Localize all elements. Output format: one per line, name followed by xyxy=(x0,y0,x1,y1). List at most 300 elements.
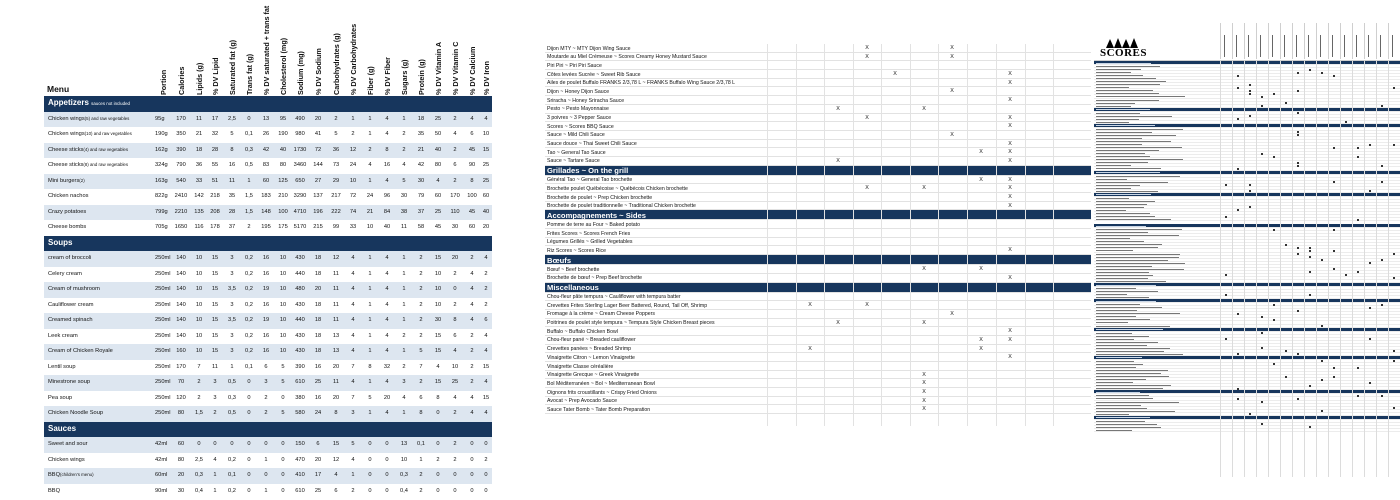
nutrition-value: 40 xyxy=(482,208,490,215)
nutrition-value: 2 xyxy=(213,410,217,416)
nutrition-value: 10 xyxy=(434,270,442,277)
allergen-mark: X xyxy=(808,345,812,352)
nutrition-value: 120 xyxy=(176,394,186,401)
thumbnail-row-text xyxy=(1096,322,1128,323)
nutrition-value: 15 xyxy=(211,317,219,323)
nutrition-value: 25 xyxy=(314,487,322,494)
thumbnail-row-text xyxy=(1096,132,1152,133)
thumbnail-row-text xyxy=(1096,87,1129,88)
thumbnail-row-text xyxy=(1096,405,1141,406)
nutrition-value: 4 xyxy=(385,255,389,261)
thumbnail-column-header xyxy=(1280,23,1292,59)
thumbnail-row-text xyxy=(1096,269,1184,270)
nutrition-column-header xyxy=(191,3,207,95)
column-header-label: Fiber (g) xyxy=(366,66,375,95)
nutrition-value: 490 xyxy=(295,115,305,122)
nutrition-value: 4 xyxy=(402,394,406,401)
nutrition-value: 0,4 xyxy=(195,487,203,494)
nutrition-value: 4 xyxy=(484,379,488,385)
thumbnail-column-header xyxy=(1268,23,1280,59)
nutrition-value: 8 xyxy=(368,363,372,370)
thumbnail-row-text xyxy=(1096,84,1160,85)
nutrition-column-header xyxy=(224,3,240,95)
nutrition-value: 16 xyxy=(262,301,270,308)
nutrition-value: 0,2 xyxy=(245,270,253,277)
allergen-mark: X xyxy=(1008,202,1012,209)
nutrition-value: 140 xyxy=(176,270,186,277)
thumbnail-row-text xyxy=(1096,93,1159,94)
nutrition-value: 10 xyxy=(279,348,287,354)
allergen-section-header xyxy=(545,255,1091,265)
nutrition-value: 210 xyxy=(278,193,288,199)
nutrition-value: 1 xyxy=(264,487,268,494)
nutrition-value: 10 xyxy=(195,348,203,354)
allergen-mark: X xyxy=(950,53,954,60)
allergen-item-label: Brochette de poulet traditionnelle ~ Traditional Chicken brochette xyxy=(547,203,696,210)
column-header-label: Carbohydrates (g) xyxy=(332,33,341,95)
nutrition-value: 0 xyxy=(264,472,268,478)
nutrition-value: 1 xyxy=(368,348,372,354)
nutrition-value: 10 xyxy=(279,255,287,261)
nutrition-value: 60 xyxy=(434,193,442,199)
allergen-item-label: Sauce ~ Tartare Sauce xyxy=(547,158,600,165)
menu-item-label: BBQ xyxy=(48,472,61,478)
nutrition-row xyxy=(44,468,492,484)
nutrition-row xyxy=(44,437,492,453)
allergen-mark: X xyxy=(922,406,926,413)
nutrition-value: 18 xyxy=(314,270,322,277)
nutrition-value: 8 xyxy=(334,410,338,416)
nutrition-value: 17 xyxy=(211,115,219,122)
nutrition-value: 2410 xyxy=(174,193,188,199)
column-header-label: Trans fat (g) xyxy=(245,53,254,95)
nutrition-value: 0 xyxy=(453,487,457,494)
nutrition-value: 2 xyxy=(453,115,457,122)
nutrition-value: 0 xyxy=(470,472,474,478)
menu-item-label: Pea soup xyxy=(48,394,73,401)
thumbnail-row-text xyxy=(1096,119,1139,120)
allergen-row xyxy=(545,405,1091,414)
nutrition-value: 0 xyxy=(484,441,488,447)
thumbnail-row-text xyxy=(1096,185,1140,186)
allergen-item-label: Bœuf ~ Beef brochette xyxy=(547,266,600,273)
nutrition-value: 0 xyxy=(436,441,440,447)
thumbnail-column-divider xyxy=(1292,61,1293,477)
thumbnail-row-text xyxy=(1096,398,1153,399)
nutrition-value: 0,3 xyxy=(245,146,253,153)
nutrition-row xyxy=(44,143,492,159)
menu-item-label: Cream of Chicken Royale xyxy=(48,348,113,354)
nutrition-value: 20 xyxy=(332,394,340,401)
nutrition-value: 2 xyxy=(197,394,201,401)
nutrition-column-header xyxy=(173,3,189,95)
nutrition-value: 163g xyxy=(155,177,168,184)
nutrition-value: 5 xyxy=(368,394,372,401)
nutrition-row xyxy=(44,391,492,407)
allergen-item-label: Tao ~ General Tao Sauce xyxy=(547,149,606,156)
nutrition-value: 0 xyxy=(436,472,440,478)
thumbnail-row-text xyxy=(1096,288,1136,289)
nutrition-value: 10 xyxy=(195,332,203,339)
thumbnail-column-header xyxy=(1304,23,1316,59)
menu-item-name xyxy=(48,317,93,323)
allergen-mark: X xyxy=(836,157,840,164)
thumbnail-header-text xyxy=(1392,35,1393,57)
nutrition-value: 4 xyxy=(484,410,488,416)
nutrition-value: 21 xyxy=(417,146,425,153)
nutrition-row xyxy=(44,205,492,221)
menu-item-subtitle: (children's menu) xyxy=(60,472,94,477)
nutrition-value: 183 xyxy=(261,193,271,199)
allergen-row xyxy=(545,202,1091,211)
thumbnail-column-divider xyxy=(1256,61,1257,477)
nutrition-value: 20 xyxy=(314,286,322,292)
nutrition-value: 15 xyxy=(211,286,219,292)
thumbnail-row-text xyxy=(1096,141,1171,142)
thumbnail-row-text xyxy=(1096,229,1182,230)
nutrition-value: 610 xyxy=(295,379,305,385)
nutrition-value: 4 xyxy=(470,410,474,416)
nutrition-value: 3 xyxy=(213,379,217,385)
nutrition-value: 15 xyxy=(211,270,219,277)
allergen-mark: X xyxy=(922,389,926,396)
thumbnail-row-text xyxy=(1096,194,1151,195)
nutrition-value: 190g xyxy=(155,131,168,137)
thumbnail-column-header xyxy=(1364,23,1376,59)
nutrition-row xyxy=(44,251,492,267)
nutrition-value: 1 xyxy=(213,472,217,478)
nutrition-value: 0,1 xyxy=(228,472,236,478)
column-header-label: % DV Iron xyxy=(482,61,491,95)
thumbnail-row-text xyxy=(1096,275,1153,276)
thumbnail-row-text xyxy=(1096,316,1136,317)
thumbnail-row-text xyxy=(1096,106,1131,107)
nutrition-row xyxy=(44,360,492,376)
nutrition-value: 250ml xyxy=(155,379,171,385)
nutrition-value: 4 xyxy=(402,162,406,168)
nutrition-value: 2 xyxy=(436,456,440,463)
allergen-row xyxy=(545,371,1091,380)
nutrition-value: 15 xyxy=(434,379,442,385)
grid-column-divider xyxy=(938,44,939,426)
nutrition-value: 250ml xyxy=(155,394,171,401)
thumbnail-column-header xyxy=(1292,23,1304,59)
thumbnail-row-text xyxy=(1096,188,1131,189)
nutrition-value: 10 xyxy=(279,317,287,323)
nutrition-value: 20 xyxy=(332,363,340,370)
nutrition-value: 390 xyxy=(295,363,305,370)
thumbnail-column-divider xyxy=(1376,61,1377,477)
nutrition-value: 222 xyxy=(331,208,341,215)
nutrition-value: 32 xyxy=(211,131,219,137)
thumbnail-header-text xyxy=(1284,35,1285,57)
nutrition-value: 5 xyxy=(281,363,285,370)
menu-item-name xyxy=(48,131,132,137)
nutrition-value: 15 xyxy=(482,394,490,401)
nutrition-value: 80 xyxy=(434,162,442,168)
nutrition-value: 0 xyxy=(281,487,285,494)
nutrition-value: 42 xyxy=(417,162,425,168)
nutrition-value: 6 xyxy=(484,317,488,323)
nutrition-value: 8 xyxy=(436,394,440,401)
nutrition-value: 18 xyxy=(314,332,322,339)
nutrition-value: 18 xyxy=(314,317,322,323)
nutrition-column-header xyxy=(241,3,257,95)
nutrition-value: 19 xyxy=(262,317,270,323)
allergen-section-header xyxy=(545,210,1091,220)
nutrition-value: 10 xyxy=(195,270,203,277)
thumbnail-row-text xyxy=(1096,179,1127,180)
nutrition-value: 410 xyxy=(295,472,305,478)
nutrition-value: 4 xyxy=(385,348,389,354)
allergen-mark: X xyxy=(865,302,869,309)
thumbnail-row-text xyxy=(1096,69,1141,70)
column-header-label: Lipids (g) xyxy=(195,62,204,95)
nutrition-value: 8 xyxy=(230,146,234,153)
nutrition-value: 4 xyxy=(484,332,488,339)
nutrition-value: 73 xyxy=(332,162,340,168)
nutrition-value: 150 xyxy=(295,441,305,447)
nutrition-value: 0 xyxy=(247,410,251,416)
nutrition-value: 4 xyxy=(334,472,338,478)
menu-item-name xyxy=(48,457,85,463)
nutrition-value: 7 xyxy=(351,394,355,401)
thumbnail-row-text xyxy=(1096,129,1183,130)
nutrition-value: 148 xyxy=(261,208,271,215)
nutrition-value: 2 xyxy=(484,301,488,308)
allergen-mark: X xyxy=(1008,157,1012,164)
nutrition-value: 2 xyxy=(197,379,201,385)
menu-item-name xyxy=(48,178,85,184)
nutrition-value: 0 xyxy=(197,441,201,447)
nutrition-value: 16 xyxy=(383,162,391,168)
nutrition-value: 650 xyxy=(295,177,305,184)
allergen-row xyxy=(545,336,1091,345)
allergen-row xyxy=(545,70,1091,79)
allergen-mark: X xyxy=(922,397,926,404)
menu-item-label: Cauliflower cream xyxy=(48,301,94,308)
allergen-row xyxy=(545,148,1091,157)
thumbnail-header-text xyxy=(1332,35,1333,57)
nutrition-value: 380 xyxy=(295,394,305,401)
allergen-row xyxy=(545,388,1091,397)
thumbnail-row-text xyxy=(1096,168,1161,169)
thumbnail-row xyxy=(1094,429,1400,432)
thumbnail-row-text xyxy=(1096,144,1142,145)
nutrition-column-header xyxy=(275,3,291,95)
thumbnail-row-text xyxy=(1096,198,1129,199)
thumbnail-row-text xyxy=(1096,159,1183,160)
allergen-mark: X xyxy=(865,45,869,51)
allergen-item-label: Fromage à la crème ~ Cream Cheese Poppers xyxy=(547,311,655,318)
nutrition-value: 18 xyxy=(417,115,425,122)
menu-column-label: Menu xyxy=(47,84,70,94)
nutrition-value: 16 xyxy=(262,348,270,354)
nutrition-value: 1 xyxy=(264,456,268,463)
allergen-item-label: Sauce Tater Bomb ~ Tater Bomb Preparation xyxy=(547,406,651,413)
nutrition-row xyxy=(44,220,492,236)
nutrition-value: 0,2 xyxy=(245,317,253,323)
nutrition-value: 60 xyxy=(262,177,270,184)
allergen-section-title: Miscellaneous xyxy=(547,283,599,292)
allergen-item-label: Sauce ~ Mild Chili Sauce xyxy=(547,132,605,139)
thumbnail-row-text xyxy=(1096,307,1162,308)
thumbnail-row-text xyxy=(1096,207,1144,208)
thumbnail-row-text xyxy=(1096,376,1169,377)
menu-item-label: Chicken wings xyxy=(48,131,85,137)
nutrition-value: 2 xyxy=(453,301,457,308)
nutrition-value: 0 xyxy=(470,456,474,463)
allergen-row xyxy=(545,345,1091,354)
nutrition-value: 4 xyxy=(351,456,355,463)
menu-item-label: Chicken wings xyxy=(48,456,85,463)
nutrition-value: 1 xyxy=(368,255,372,261)
nutrition-value: 25 xyxy=(482,177,490,184)
nutrition-value: 0 xyxy=(368,472,372,478)
thumbnail-row-text xyxy=(1096,313,1180,314)
nutrition-value: 0 xyxy=(470,487,474,494)
nutrition-value: 1 xyxy=(402,410,406,416)
nutrition-value: 13 xyxy=(332,348,340,354)
thumbnail-row xyxy=(1094,218,1400,221)
nutrition-value: 10 xyxy=(482,131,490,137)
thumbnail-column-header xyxy=(1316,23,1328,59)
allergen-item-label: 3 poivres ~ 3 Pepper Sauce xyxy=(547,115,612,121)
nutrition-value: 250ml xyxy=(155,301,171,308)
nutrition-value: 6 xyxy=(334,487,338,494)
allergen-row xyxy=(545,176,1091,185)
nutrition-value: 250ml xyxy=(155,348,171,354)
nutrition-value: 0,3 xyxy=(195,472,203,478)
allergen-mark: X xyxy=(1008,247,1012,254)
nutrition-value: 1 xyxy=(368,301,372,308)
allergen-row xyxy=(545,327,1091,336)
nutrition-value: 430 xyxy=(295,255,305,261)
grid-column-divider xyxy=(824,44,825,426)
nutrition-value: 250ml xyxy=(155,410,171,416)
nutrition-value: 15 xyxy=(211,301,219,308)
allergen-item-label: Poitrines de poulet style tempura ~ Tempura Style Chicken Breast pieces xyxy=(547,320,715,327)
nutrition-value: 2 xyxy=(419,301,423,308)
nutrition-value: 15 xyxy=(434,332,442,339)
nutrition-value: 6 xyxy=(470,131,474,137)
thumbnail-row-text xyxy=(1096,272,1149,273)
nutrition-value: 20 xyxy=(314,456,322,463)
thumbnail-row-text xyxy=(1096,150,1159,151)
allergen-mark: X xyxy=(979,336,983,343)
allergen-row xyxy=(545,44,1091,53)
menu-item-name xyxy=(48,410,103,416)
nutrition-value: 2 xyxy=(484,286,488,292)
allergen-row xyxy=(545,61,1091,70)
nutrition-value: 25 xyxy=(434,115,442,122)
allergen-item-label: Côtes levées Sucrée ~ Sweet Rib Sauce xyxy=(547,71,641,78)
menu-item-name xyxy=(48,193,88,199)
thumbnail-row-text xyxy=(1096,226,1146,227)
allergen-row xyxy=(545,87,1091,96)
allergen-mark: X xyxy=(1008,176,1012,183)
nutrition-value: 1 xyxy=(351,115,355,122)
thumbnail-row-text xyxy=(1096,116,1172,117)
thumbnail-column-header xyxy=(1352,23,1364,59)
thumbnail-column-divider xyxy=(1364,61,1365,477)
nutrition-value: 45 xyxy=(434,224,442,230)
nutrition-column-header xyxy=(413,3,429,95)
nutrition-value: 0 xyxy=(385,441,389,447)
nutrition-value: 100 xyxy=(467,193,477,199)
allergen-mark: X xyxy=(922,266,926,273)
nutrition-value: 15 xyxy=(434,255,442,261)
allergen-mark: X xyxy=(1008,194,1012,200)
thumbnail-row-text xyxy=(1096,66,1160,67)
allergen-item-label: Bol Méditerranéen ~ Bol ~ Mediterranean Bowl xyxy=(547,380,655,387)
nutrition-value: 4 xyxy=(351,332,355,339)
allergen-mark: X xyxy=(893,71,897,78)
nutrition-value: 11 xyxy=(333,317,339,323)
nutrition-value: 4 xyxy=(470,394,474,401)
nutrition-value: 2 xyxy=(453,441,457,447)
thumbnail-row-text xyxy=(1096,361,1134,362)
nutrition-value: 4 xyxy=(470,115,474,122)
thumbnail-row-text xyxy=(1096,345,1147,346)
nutrition-value: 99 xyxy=(332,224,340,230)
nutrition-value: 0,3 xyxy=(228,394,236,401)
nutrition-value: 0 xyxy=(247,472,251,478)
nutrition-value: 0 xyxy=(247,441,251,447)
nutrition-value: 12 xyxy=(332,456,340,463)
allergen-mark: X xyxy=(836,319,840,326)
nutrition-value: 140 xyxy=(176,317,186,323)
menu-item-label: Sweet and sour xyxy=(48,441,88,447)
nutrition-value: 10 xyxy=(195,255,203,261)
nutrition-value: 3 xyxy=(230,332,234,339)
thumbnail-row-text xyxy=(1096,90,1153,91)
allergen-section-title: Grillades ~ On the grill xyxy=(547,166,629,176)
thumbnail-row-text xyxy=(1096,424,1157,425)
nutrition-value: 2210 xyxy=(174,208,188,215)
nutrition-value: 4 xyxy=(470,270,474,277)
nutrition-value: 2 xyxy=(419,255,423,261)
thumbnail-row-text xyxy=(1096,357,1142,358)
allergen-row xyxy=(545,246,1091,255)
nutrition-column-header xyxy=(155,3,171,95)
thumbnail-row-text xyxy=(1096,266,1152,267)
nutrition-row xyxy=(44,313,492,329)
nutrition-value: 55 xyxy=(211,162,219,168)
nutrition-value: 10 xyxy=(400,456,408,463)
nutrition-column-header xyxy=(258,3,274,95)
nutrition-value: 11 xyxy=(229,177,235,184)
allergen-mark: X xyxy=(865,185,869,192)
thumbnail-row-text xyxy=(1096,388,1163,389)
nutrition-value: 2 xyxy=(402,146,406,153)
nutrition-value: 79 xyxy=(417,193,425,199)
nutrition-value: 74 xyxy=(349,208,357,215)
nutrition-value: 37 xyxy=(228,224,236,230)
nutrition-value: 15 xyxy=(482,146,490,153)
nutrition-column-header xyxy=(396,3,412,95)
allergen-row xyxy=(545,229,1091,238)
allergen-mark: X xyxy=(950,131,954,138)
nutrition-value: 36 xyxy=(332,146,340,153)
nutrition-value: 705g xyxy=(155,224,168,230)
nutrition-value: 100 xyxy=(278,208,288,215)
nutrition-value: 0,5 xyxy=(245,162,253,168)
menu-item-subtitle: (8) and raw vegetables xyxy=(83,162,129,167)
allergen-item-label: Général Tao ~ General Tao brochette xyxy=(547,177,633,184)
nutrition-value: 7 xyxy=(351,363,355,370)
nutrition-value: 1 xyxy=(368,286,372,292)
